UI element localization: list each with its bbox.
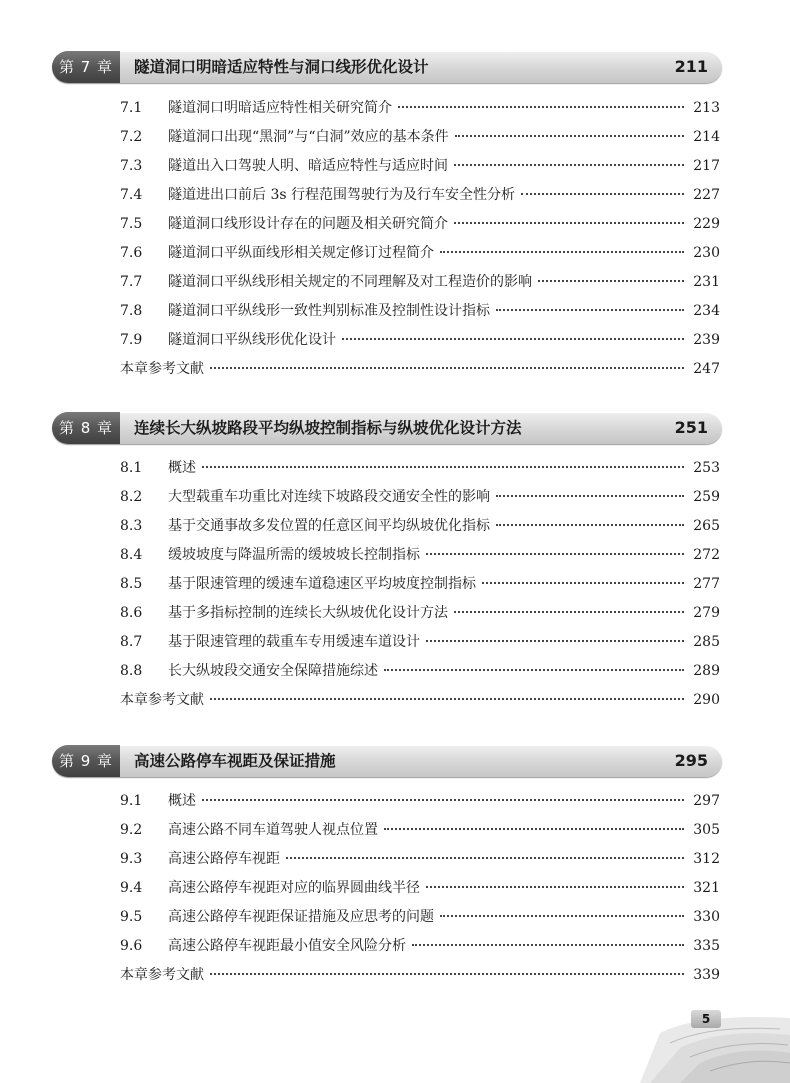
section-title: 本章参考文献 xyxy=(120,361,204,377)
dot-leader xyxy=(202,799,684,801)
chapter-page: 251 xyxy=(674,418,708,437)
section-page: 230 xyxy=(693,245,720,261)
dot-leader xyxy=(496,309,684,311)
section-number: 8.8 xyxy=(120,663,143,679)
section-number: 7.2 xyxy=(120,129,143,145)
section-page: 312 xyxy=(693,851,720,867)
dot-leader xyxy=(210,698,684,700)
section-title: 隧道出入口驾驶人明、暗适应特性与适应时间 xyxy=(168,158,448,174)
section-page: 289 xyxy=(693,663,720,679)
section-page: 213 xyxy=(693,100,720,116)
dot-leader xyxy=(210,973,684,975)
section-page: 253 xyxy=(693,460,720,476)
section-number: 9.3 xyxy=(120,851,143,867)
toc-entry[interactable] xyxy=(120,355,720,384)
section-page: 272 xyxy=(693,547,720,563)
section-page: 217 xyxy=(693,158,720,174)
section-number: 8.1 xyxy=(120,460,143,476)
section-number: 8.3 xyxy=(120,518,143,534)
section-title: 高速公路停车视距最小值安全风险分析 xyxy=(168,938,406,954)
toc-entry[interactable] xyxy=(120,210,720,239)
corner-decoration-icon xyxy=(640,973,790,1083)
section-number: 7.3 xyxy=(120,158,143,174)
dot-leader xyxy=(412,944,684,946)
chapter-header xyxy=(52,412,722,444)
dot-leader xyxy=(286,857,684,859)
section-title: 大型载重车功重比对连续下坡路段交通安全性的影响 xyxy=(168,489,490,505)
section-title: 高速公路不同车道驾驶人视点位置 xyxy=(168,822,378,838)
section-page: 234 xyxy=(693,303,720,319)
dot-leader xyxy=(210,367,684,369)
section-title: 隧道洞口平纵线形相关规定的不同理解及对工程造价的影响 xyxy=(168,274,532,290)
section-number: 9.6 xyxy=(120,938,143,954)
toc-entry[interactable] xyxy=(120,686,720,715)
toc-entry[interactable] xyxy=(120,903,720,932)
toc-entry[interactable] xyxy=(120,297,720,326)
toc-list xyxy=(120,94,720,384)
toc-entry[interactable] xyxy=(120,123,720,152)
chapter-badge: 第 8 章 xyxy=(52,412,120,444)
chapter-title: 高速公路停车视距及保证措施 xyxy=(134,752,336,770)
section-number: 9.5 xyxy=(120,909,143,925)
section-number: 9.2 xyxy=(120,822,143,838)
section-title: 基于交通事故多发位置的任意区间平均纵坡优化指标 xyxy=(168,518,490,534)
chapter-badge: 第 9 章 xyxy=(52,745,120,777)
section-number: 7.5 xyxy=(120,216,143,232)
toc-entry[interactable] xyxy=(120,599,720,628)
toc-list xyxy=(120,454,720,715)
section-page: 321 xyxy=(693,880,720,896)
section-title: 高速公路停车视距保证措施及应思考的问题 xyxy=(168,909,434,925)
toc-entry[interactable] xyxy=(120,628,720,657)
section-title: 高速公路停车视距对应的临界圆曲线半径 xyxy=(168,880,420,896)
dot-leader xyxy=(342,338,684,340)
section-title: 隧道洞口出现“黑洞”与“白洞”效应的基本条件 xyxy=(168,129,449,145)
section-number: 7.4 xyxy=(120,187,143,203)
chapter-page: 295 xyxy=(674,751,708,770)
dot-leader xyxy=(398,106,684,108)
section-page: 231 xyxy=(693,274,720,290)
section-page: 305 xyxy=(693,822,720,838)
section-page: 214 xyxy=(693,129,720,145)
toc-entry[interactable] xyxy=(120,787,720,816)
toc-entry[interactable] xyxy=(120,152,720,181)
section-number: 7.6 xyxy=(120,245,143,261)
section-number: 8.4 xyxy=(120,547,143,563)
section-number: 8.6 xyxy=(120,605,143,621)
chapter-page: 211 xyxy=(674,57,708,76)
toc-entry[interactable] xyxy=(120,932,720,961)
dot-leader xyxy=(440,251,684,253)
toc-entry[interactable] xyxy=(120,512,720,541)
section-number: 7.9 xyxy=(120,332,143,348)
section-number: 8.5 xyxy=(120,576,143,592)
section-title: 概述 xyxy=(168,793,196,809)
toc-entry[interactable] xyxy=(120,94,720,123)
dot-leader xyxy=(426,886,684,888)
dot-leader xyxy=(454,222,684,224)
dot-leader xyxy=(426,640,684,642)
chapter-title: 隧道洞口明暗适应特性与洞口线形优化设计 xyxy=(134,58,429,76)
section-number: 8.2 xyxy=(120,489,143,505)
toc-entry[interactable] xyxy=(120,657,720,686)
dot-leader xyxy=(426,553,684,555)
section-page: 285 xyxy=(693,634,720,650)
section-title: 隧道进出口前后 3s 行程范围驾驶行为及行车安全性分析 xyxy=(168,187,515,203)
section-title: 基于多指标控制的连续长大纵坡优化设计方法 xyxy=(168,605,448,621)
toc-entry[interactable] xyxy=(120,326,720,355)
toc-entry[interactable] xyxy=(120,268,720,297)
section-title: 隧道洞口平纵线形优化设计 xyxy=(168,332,336,348)
section-number: 7.8 xyxy=(120,303,143,319)
chapter-header xyxy=(52,745,722,777)
chapter-title: 连续长大纵坡路段平均纵坡控制指标与纵坡优化设计方法 xyxy=(134,419,522,437)
section-page: 290 xyxy=(693,692,720,708)
dot-leader xyxy=(384,669,684,671)
dot-leader xyxy=(454,164,684,166)
toc-list xyxy=(120,787,720,990)
section-number: 7.1 xyxy=(120,100,143,116)
dot-leader xyxy=(202,466,684,468)
section-page: 335 xyxy=(693,938,720,954)
section-title: 概述 xyxy=(168,460,196,476)
section-page: 277 xyxy=(693,576,720,592)
section-page: 229 xyxy=(693,216,720,232)
section-page: 265 xyxy=(693,518,720,534)
section-page: 279 xyxy=(693,605,720,621)
toc-entry[interactable] xyxy=(120,239,720,268)
dot-leader xyxy=(521,193,684,195)
dot-leader xyxy=(496,524,684,526)
toc-entry[interactable] xyxy=(120,570,720,599)
dot-leader xyxy=(384,828,684,830)
page-number: 5 xyxy=(691,1010,721,1028)
toc-entry[interactable] xyxy=(120,816,720,845)
dot-leader xyxy=(455,135,684,137)
section-title: 隧道洞口平纵线形一致性判别标准及控制性设计指标 xyxy=(168,303,490,319)
section-title: 高速公路停车视距 xyxy=(168,851,280,867)
section-title: 隧道洞口平纵面线形相关规定修订过程简介 xyxy=(168,245,434,261)
dot-leader xyxy=(482,582,684,584)
chapter-header xyxy=(52,51,722,83)
toc-entry[interactable] xyxy=(120,961,720,990)
toc-entry[interactable] xyxy=(120,845,720,874)
section-number: 8.7 xyxy=(120,634,143,650)
section-page: 297 xyxy=(693,793,720,809)
toc-entry[interactable] xyxy=(120,454,720,483)
toc-entry[interactable] xyxy=(120,874,720,903)
section-page: 227 xyxy=(693,187,720,203)
section-title: 本章参考文献 xyxy=(120,967,204,983)
toc-entry[interactable] xyxy=(120,541,720,570)
chapter-badge: 第 7 章 xyxy=(52,51,120,83)
section-title: 基于限速管理的载重车专用缓速车道设计 xyxy=(168,634,420,650)
dot-leader xyxy=(454,611,684,613)
section-page: 330 xyxy=(693,909,720,925)
section-number: 9.1 xyxy=(120,793,143,809)
dot-leader xyxy=(538,280,684,282)
section-page: 339 xyxy=(693,967,720,983)
section-page: 247 xyxy=(693,361,720,377)
toc-entry[interactable] xyxy=(120,483,720,512)
dot-leader xyxy=(496,495,684,497)
section-number: 7.7 xyxy=(120,274,143,290)
section-page: 239 xyxy=(693,332,720,348)
section-title: 隧道洞口线形设计存在的问题及相关研究简介 xyxy=(168,216,448,232)
section-title: 缓坡坡度与降温所需的缓坡坡长控制指标 xyxy=(168,547,420,563)
toc-entry[interactable] xyxy=(120,181,720,210)
section-title: 本章参考文献 xyxy=(120,692,204,708)
dot-leader xyxy=(440,915,684,917)
section-title: 基于限速管理的缓速车道稳速区平均坡度控制指标 xyxy=(168,576,476,592)
section-number: 9.4 xyxy=(120,880,143,896)
section-title: 长大纵坡段交通安全保障措施综述 xyxy=(168,663,378,679)
section-page: 259 xyxy=(693,489,720,505)
section-title: 隧道洞口明暗适应特性相关研究简介 xyxy=(168,100,392,116)
